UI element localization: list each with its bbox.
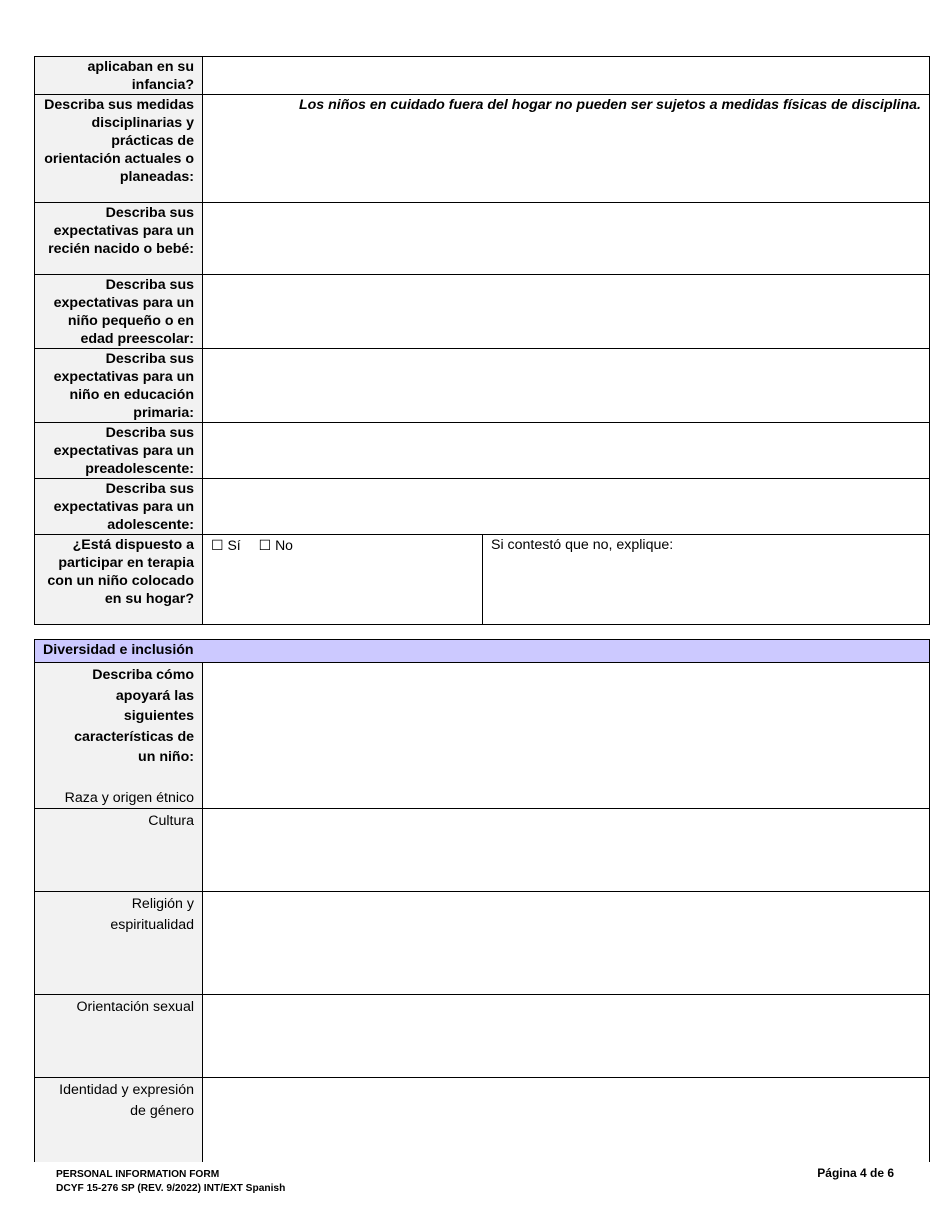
answer-culture-field[interactable] — [203, 809, 930, 892]
checkbox-yes[interactable]: ☐ Sí — [211, 537, 241, 553]
checkbox-no[interactable]: ☐ No — [258, 537, 293, 553]
form-footer — [56, 1168, 285, 1196]
label-newborn: Describa sus expectativas para un recién nacido o bebé: — [48, 205, 194, 257]
row-label — [35, 663, 203, 809]
row-label — [35, 95, 203, 203]
label-preteen: Describa sus expectativas para un preadolescente: — [53, 425, 194, 477]
answer-preteen-field[interactable] — [203, 423, 930, 479]
answer-religion-field[interactable] — [203, 892, 930, 995]
page-number: Página 4 de 6 — [817, 1166, 894, 1180]
row-label — [35, 535, 203, 625]
answer-race-field[interactable] — [203, 663, 930, 809]
table-row — [35, 1078, 930, 1162]
item-label-religion: Religión y espiritualidad — [110, 896, 194, 933]
answer-discipline-field[interactable] — [203, 95, 930, 203]
table-row — [35, 275, 930, 349]
therapy-options — [203, 535, 483, 625]
table-row — [35, 892, 930, 995]
item-label-gender: Identidad y expresión de género — [59, 1082, 194, 1119]
table-row — [35, 203, 930, 275]
row-label — [35, 892, 203, 995]
row-label — [35, 995, 203, 1078]
label-childhood: aplicaban en su infancia? — [87, 59, 194, 93]
item-label-race: Raza y origen étnico — [64, 789, 194, 806]
intro-label: Describa cómo apoyará las siguientes características de un niño: — [74, 667, 194, 765]
table-row — [35, 663, 930, 809]
discipline-note: Los niños en cuidado fuera del hogar no pueden ser sujetos a medidas físicas de disciplina. — [298, 97, 921, 113]
label-toddler: Describa sus expectativas para un niño pequeño o en edad preescolar: — [53, 277, 194, 347]
answer-teen-field[interactable] — [203, 479, 930, 535]
section-header — [35, 640, 930, 663]
table-row — [35, 57, 930, 95]
diversity-table — [34, 639, 930, 1162]
label-discipline: Describa sus medidas disciplinarias y prácticas de orientación actuales o planeadas: — [44, 97, 194, 185]
table-row — [35, 479, 930, 535]
table-row — [35, 95, 930, 203]
row-label — [35, 809, 203, 892]
form-id: DCYF 15-276 SP (REV. 9/2022) INT/EXT Spanish — [56, 1183, 286, 1194]
item-label-orientation: Orientación sexual — [76, 999, 194, 1015]
answer-childhood-field[interactable] — [203, 57, 930, 95]
label-therapy: ¿Está dispuesto a participar en terapia con un niño colocado en su hogar? — [47, 537, 194, 607]
table-row — [35, 535, 930, 625]
row-label — [35, 275, 203, 349]
answer-gender-field[interactable] — [203, 1078, 930, 1162]
table-row — [35, 349, 930, 423]
row-label — [35, 349, 203, 423]
item-label-culture: Cultura — [148, 813, 194, 829]
label-primary: Describa sus expectativas para un niño en educación primaria: — [53, 351, 194, 421]
table-row — [35, 995, 930, 1078]
table-row — [35, 809, 930, 892]
answer-toddler-field[interactable] — [203, 275, 930, 349]
row-label — [35, 203, 203, 275]
answer-primary-field[interactable] — [203, 349, 930, 423]
section-title: Diversidad e inclusión — [35, 640, 930, 663]
therapy-explain-field[interactable] — [483, 535, 930, 625]
answer-orientation-field[interactable] — [203, 995, 930, 1078]
row-label — [35, 479, 203, 535]
answer-newborn-field[interactable] — [203, 203, 930, 275]
row-label — [35, 1078, 203, 1162]
form-name: PERSONAL INFORMATION FORM — [56, 1169, 220, 1180]
table-row — [35, 423, 930, 479]
row-label — [35, 57, 203, 95]
row-label — [35, 423, 203, 479]
label-teen: Describa sus expectativas para un adolescente: — [53, 481, 194, 533]
explain-label: Si contestó que no, explique: — [491, 537, 674, 553]
parenting-table — [34, 56, 930, 625]
